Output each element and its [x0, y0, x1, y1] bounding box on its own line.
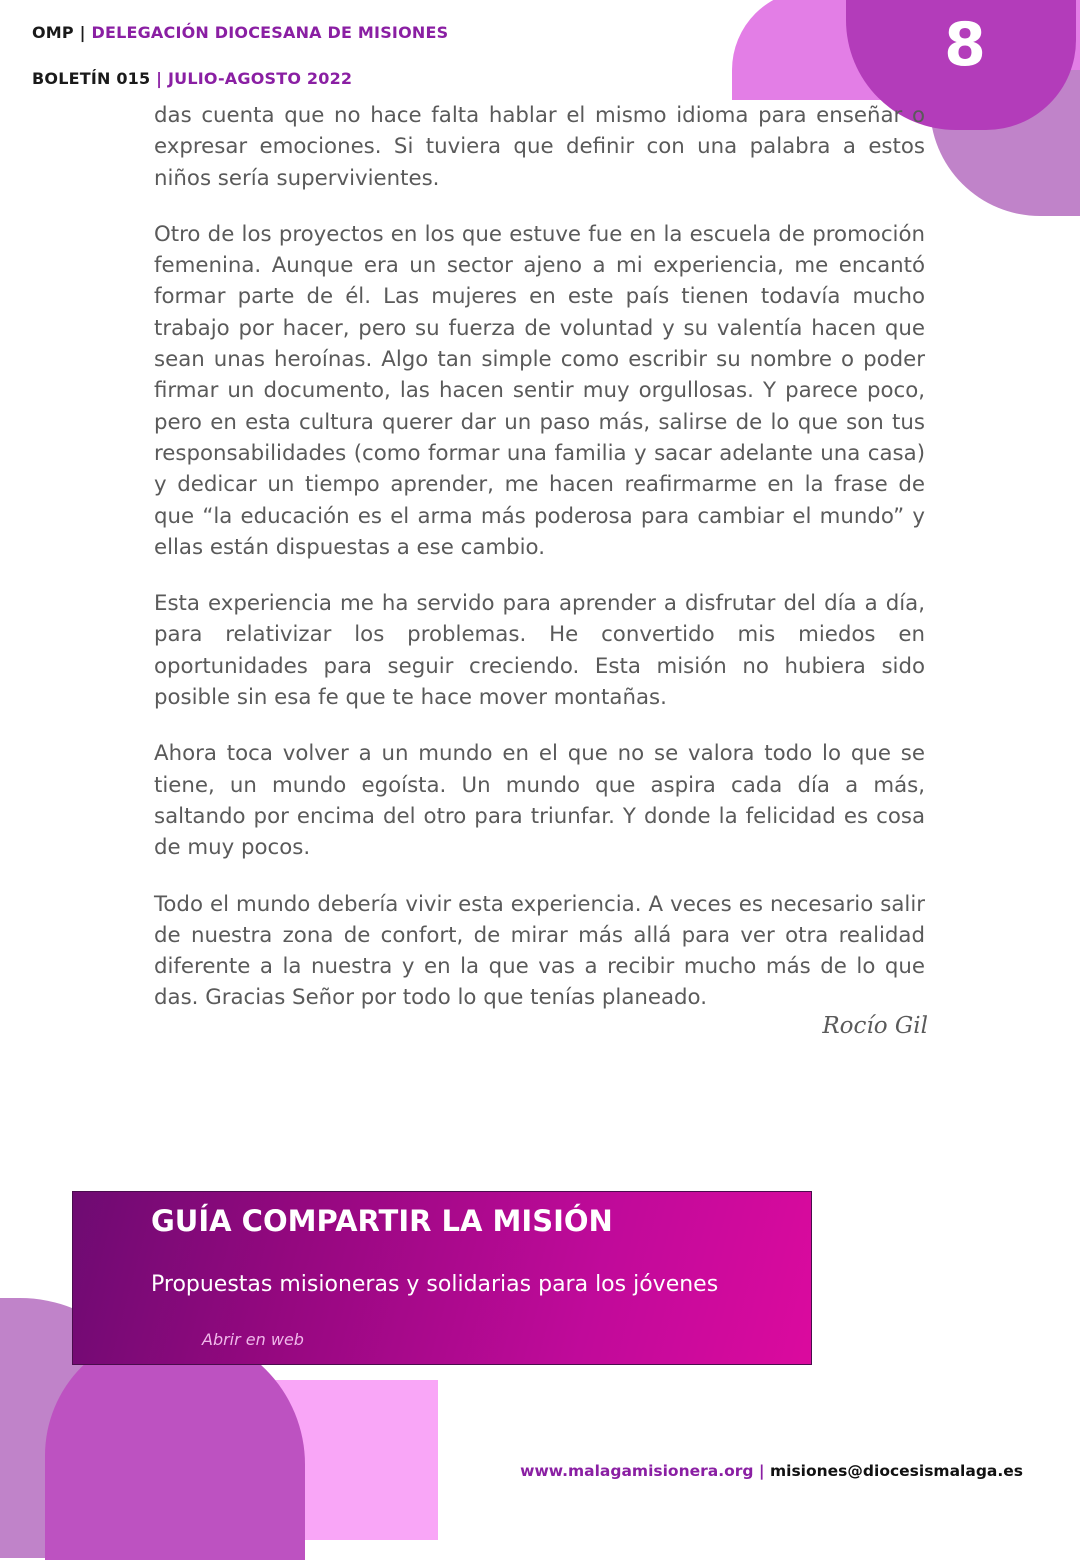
- banner-title: GUÍA COMPARTIR LA MISIÓN: [151, 1204, 613, 1238]
- article-body: [154, 100, 925, 1039]
- header-delegation: DELEGACIÓN DIOCESANA DE MISIONES: [91, 23, 449, 42]
- author-signature: Rocío Gil: [822, 1013, 928, 1039]
- bulletin-separator: |: [156, 69, 163, 88]
- article-paragraph: das cuenta que no hace falta hablar el mismo idioma para enseñar o expresar emociones. Si tuviera que definir con una palabra a estos niños sería supervivientes.: [154, 103, 925, 191]
- email-link[interactable]: misiones@diocesismalaga.es: [769, 1462, 1023, 1480]
- bulletin-number: BOLETÍN 015: [32, 69, 151, 88]
- article-paragraph: Todo el mundo debería vivir esta experiencia. A veces es necesario salir de nuestra zona de confort, de mirar más allá para ver otra realidad diferente a la nuestra y en la que vas a recibir mucho más de lo que das. Gracias Señor por todo lo que tenías planeado.: [154, 891, 925, 1011]
- article-paragraph: Esta experiencia me ha servido para aprender a disfrutar del día a día, para relativizar los problemas. He convertido mis miedos en oportunidades para seguir creciendo. Esta misión no hubiera sido posible sin esa fe que te hace mover montañas.: [154, 591, 925, 711]
- bulletin-period: JULIO-AGOSTO 2022: [167, 69, 353, 88]
- guide-banner: [72, 1191, 812, 1365]
- page-number: 8: [944, 10, 986, 80]
- header-bulletin: [32, 69, 352, 88]
- banner-subtitle: Propuestas misioneras y solidarias para los jóvenes: [151, 1272, 719, 1297]
- footer-contact: [520, 1462, 1023, 1480]
- website-link[interactable]: www.malagamisionera.org: [520, 1462, 754, 1480]
- header-separator: |: [79, 23, 86, 42]
- header-organization: [32, 23, 448, 42]
- open-in-web-link[interactable]: Abrir en web: [202, 1330, 304, 1349]
- article-paragraph: Ahora toca volver a un mundo en el que no se valora todo lo que se tiene, un mundo egoísta. Un mundo que aspira cada día a más, saltando por encima del otro para triunfar. Y donde la felicidad es cosa de muy pocos.: [154, 741, 925, 861]
- article-paragraph: Otro de los proyectos en los que estuve fue en la escuela de promoción femenina. Aunque era un sector ajeno a mi experiencia, me encantó formar parte de él. Las mujeres en este país tienen todavía mucho trabajo por hacer, pero su fuerza de voluntad y su valentía hacen que sean unas heroínas. Algo tan simple como escribir su nombre o poder firmar un documento, las hacen sentir muy orgullosas. Y parece poco, pero en esta cultura querer dar un paso más, salirse de lo que son tus responsabilidades (como formar una familia y sacar adelante una casa) y dedicar un tiempo aprender, me hacen reafirmarme en la frase de que “la educación es el arma más poderosa para cambiar el mundo” y ellas están dispuestas a ese cambio.: [154, 221, 925, 560]
- footer-separator: |: [758, 1462, 765, 1480]
- header-org: OMP: [32, 23, 74, 42]
